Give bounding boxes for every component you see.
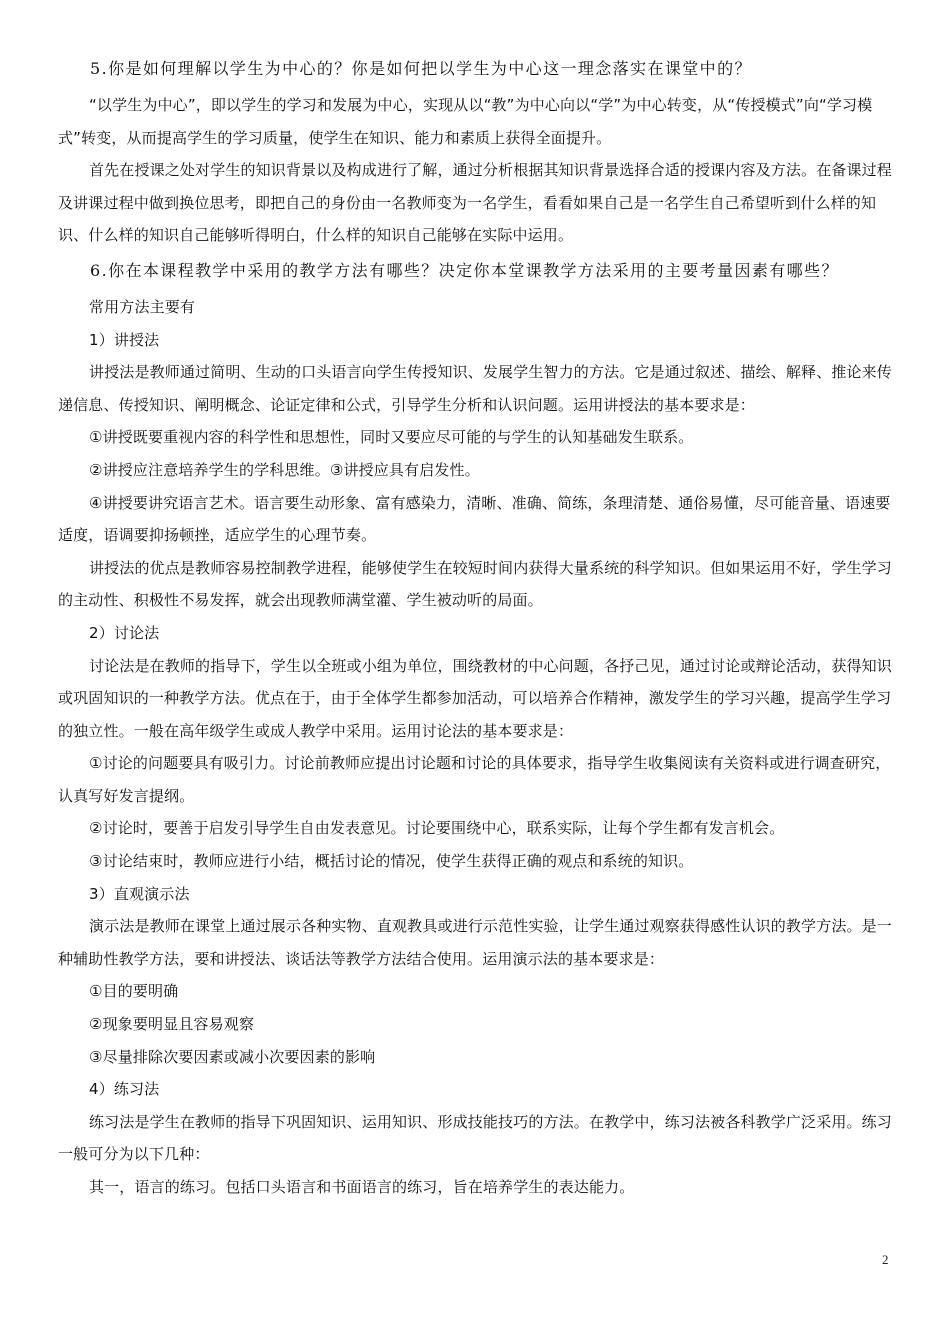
answer-6-paragraph: ②现象要明显且容易观察 bbox=[89, 1015, 255, 1034]
answer-5-paragraph: “以学生为中心”，即以学生的学习和发展为中心，实现从以“教”为中心向以“学”为中心转变，从“传授模式”向“学习模式”转变，从而提高学生的学习质量，使学生在知识、能力和素质上获得全面提升。 bbox=[58, 96, 873, 147]
answer-6-paragraph: 讲授法的优点是教师容易控制教学进程，能够使学生在较短时间内获得大量系统的科学知识。但如果运用不好，学生学习的主动性、积极性不易发挥，就会出现教师满堂灌、学生被动听的局面。 bbox=[58, 558, 892, 610]
answer-6-paragraph: 讨论法是在教师的指导下，学生以全班或小组为单位，围绕教材的中心问题，各抒己见，通过讨论或辩论活动，获得知识或巩固知识的一种教学方法。优点在于，由于全体学生都参加活动，可以培养合作精神，激发学生的学习兴趣，提高学生学习的独立性。一般在高年级学生或成人教学中采用。运用讨论法的基本要求是： bbox=[58, 656, 892, 740]
document-body bbox=[58, 52, 894, 1204]
answer-6-paragraph: 演示法是教师在课堂上通过展示各种实物、直观教具或进行示范性实验，让学生通过观察获得感性认识的教学方法。是一种辅助性教学方法，要和讲授法、谈话法等教学方法结合使用。运用演示法的基本要求是： bbox=[58, 917, 892, 968]
answer-6-paragraph: ③讨论结束时，教师应进行小结，概括讨论的情况，使学生获得正确的观点和系统的知识。 bbox=[89, 852, 694, 871]
question-5: 5.你是如何理解以学生为中心的？你是如何把以学生为中心这一理念落实在课堂中的？ bbox=[90, 59, 752, 78]
answer-6-paragraph: ①讨论的问题要具有吸引力。讨论前教师应提出讨论题和讨论的具体要求，指导学生收集阅读有关资料或进行调查研究，认真写好发言提纲。 bbox=[58, 754, 891, 805]
method-heading-lecture: 1）讲授法 bbox=[89, 330, 160, 349]
answer-6-paragraph: ③尽量排除次要因素或减小次要因素的影响 bbox=[89, 1047, 376, 1066]
page-number: 2 bbox=[882, 1252, 889, 1267]
answer-6-paragraph: ①讲授既要重视内容的科学性和思想性，同时又要应尽可能的与学生的认知基础发生联系。 bbox=[89, 428, 694, 447]
question-6: 6.你在本课程教学中采用的教学方法有哪些？决定你本堂课教学方法采用的主要考量因素有哪些？ bbox=[90, 260, 839, 280]
answer-6-intro: 常用方法主要有 bbox=[89, 297, 196, 316]
method-heading-practice: 4）练习法 bbox=[89, 1080, 160, 1099]
answer-6-paragraph: ②讲授应注意培养学生的学科思维。③讲授应具有启发性。 bbox=[89, 460, 480, 479]
method-heading-demonstration: 3）直观演示法 bbox=[89, 884, 190, 903]
answer-6-paragraph: 讲授法是教师通过简明、生动的口头语言向学生传授知识、发展学生智力的方法。它是通过叙述、描绘、解释、推论来传递信息、传授知识、阐明概念、论证定律和公式，引导学生分析和认识问题。运用讲授法的基本要求是： bbox=[58, 363, 892, 414]
answer-6-paragraph: 其一，语言的练习。包括口头语言和书面语言的练习，旨在培养学生的表达能力。 bbox=[89, 1178, 635, 1196]
answer-5-paragraph: 首先在授课之处对学生的知识背景以及构成进行了解，通过分析根据其知识背景选择合适的授课内容及方法。在备课过程及讲课过程中做到换位思考，即把自己的身份由一名教师变为一名学生，看看如果自己是一名学生自己希望听到什么样的知识、什么样的知识自己能够听得明白，什么样的知识自己能够在实际中运用。 bbox=[58, 161, 892, 245]
answer-6-paragraph: ①目的要明确 bbox=[89, 982, 179, 1001]
answer-6-paragraph: ②讨论时，要善于启发引导学生自由发表意见。讨论要围绕中心，联系实际，让每个学生都有发言机会。 bbox=[89, 819, 785, 838]
method-heading-discussion: 2）讨论法 bbox=[89, 623, 160, 642]
answer-6-paragraph: 练习法是学生在教师的指导下巩固知识、运用知识、形成技能技巧的方法。在教学中，练习法被各科教学广泛采用。练习一般可分为以下几种： bbox=[58, 1112, 892, 1164]
answer-6-paragraph: ④讲授要讲究语言艺术。语言要生动形象、富有感染力，清晰、准确、简练，条理清楚、通俗易懂，尽可能音量、语速要适度，语调要抑扬顿挫，适应学生的心理节奏。 bbox=[58, 493, 891, 545]
